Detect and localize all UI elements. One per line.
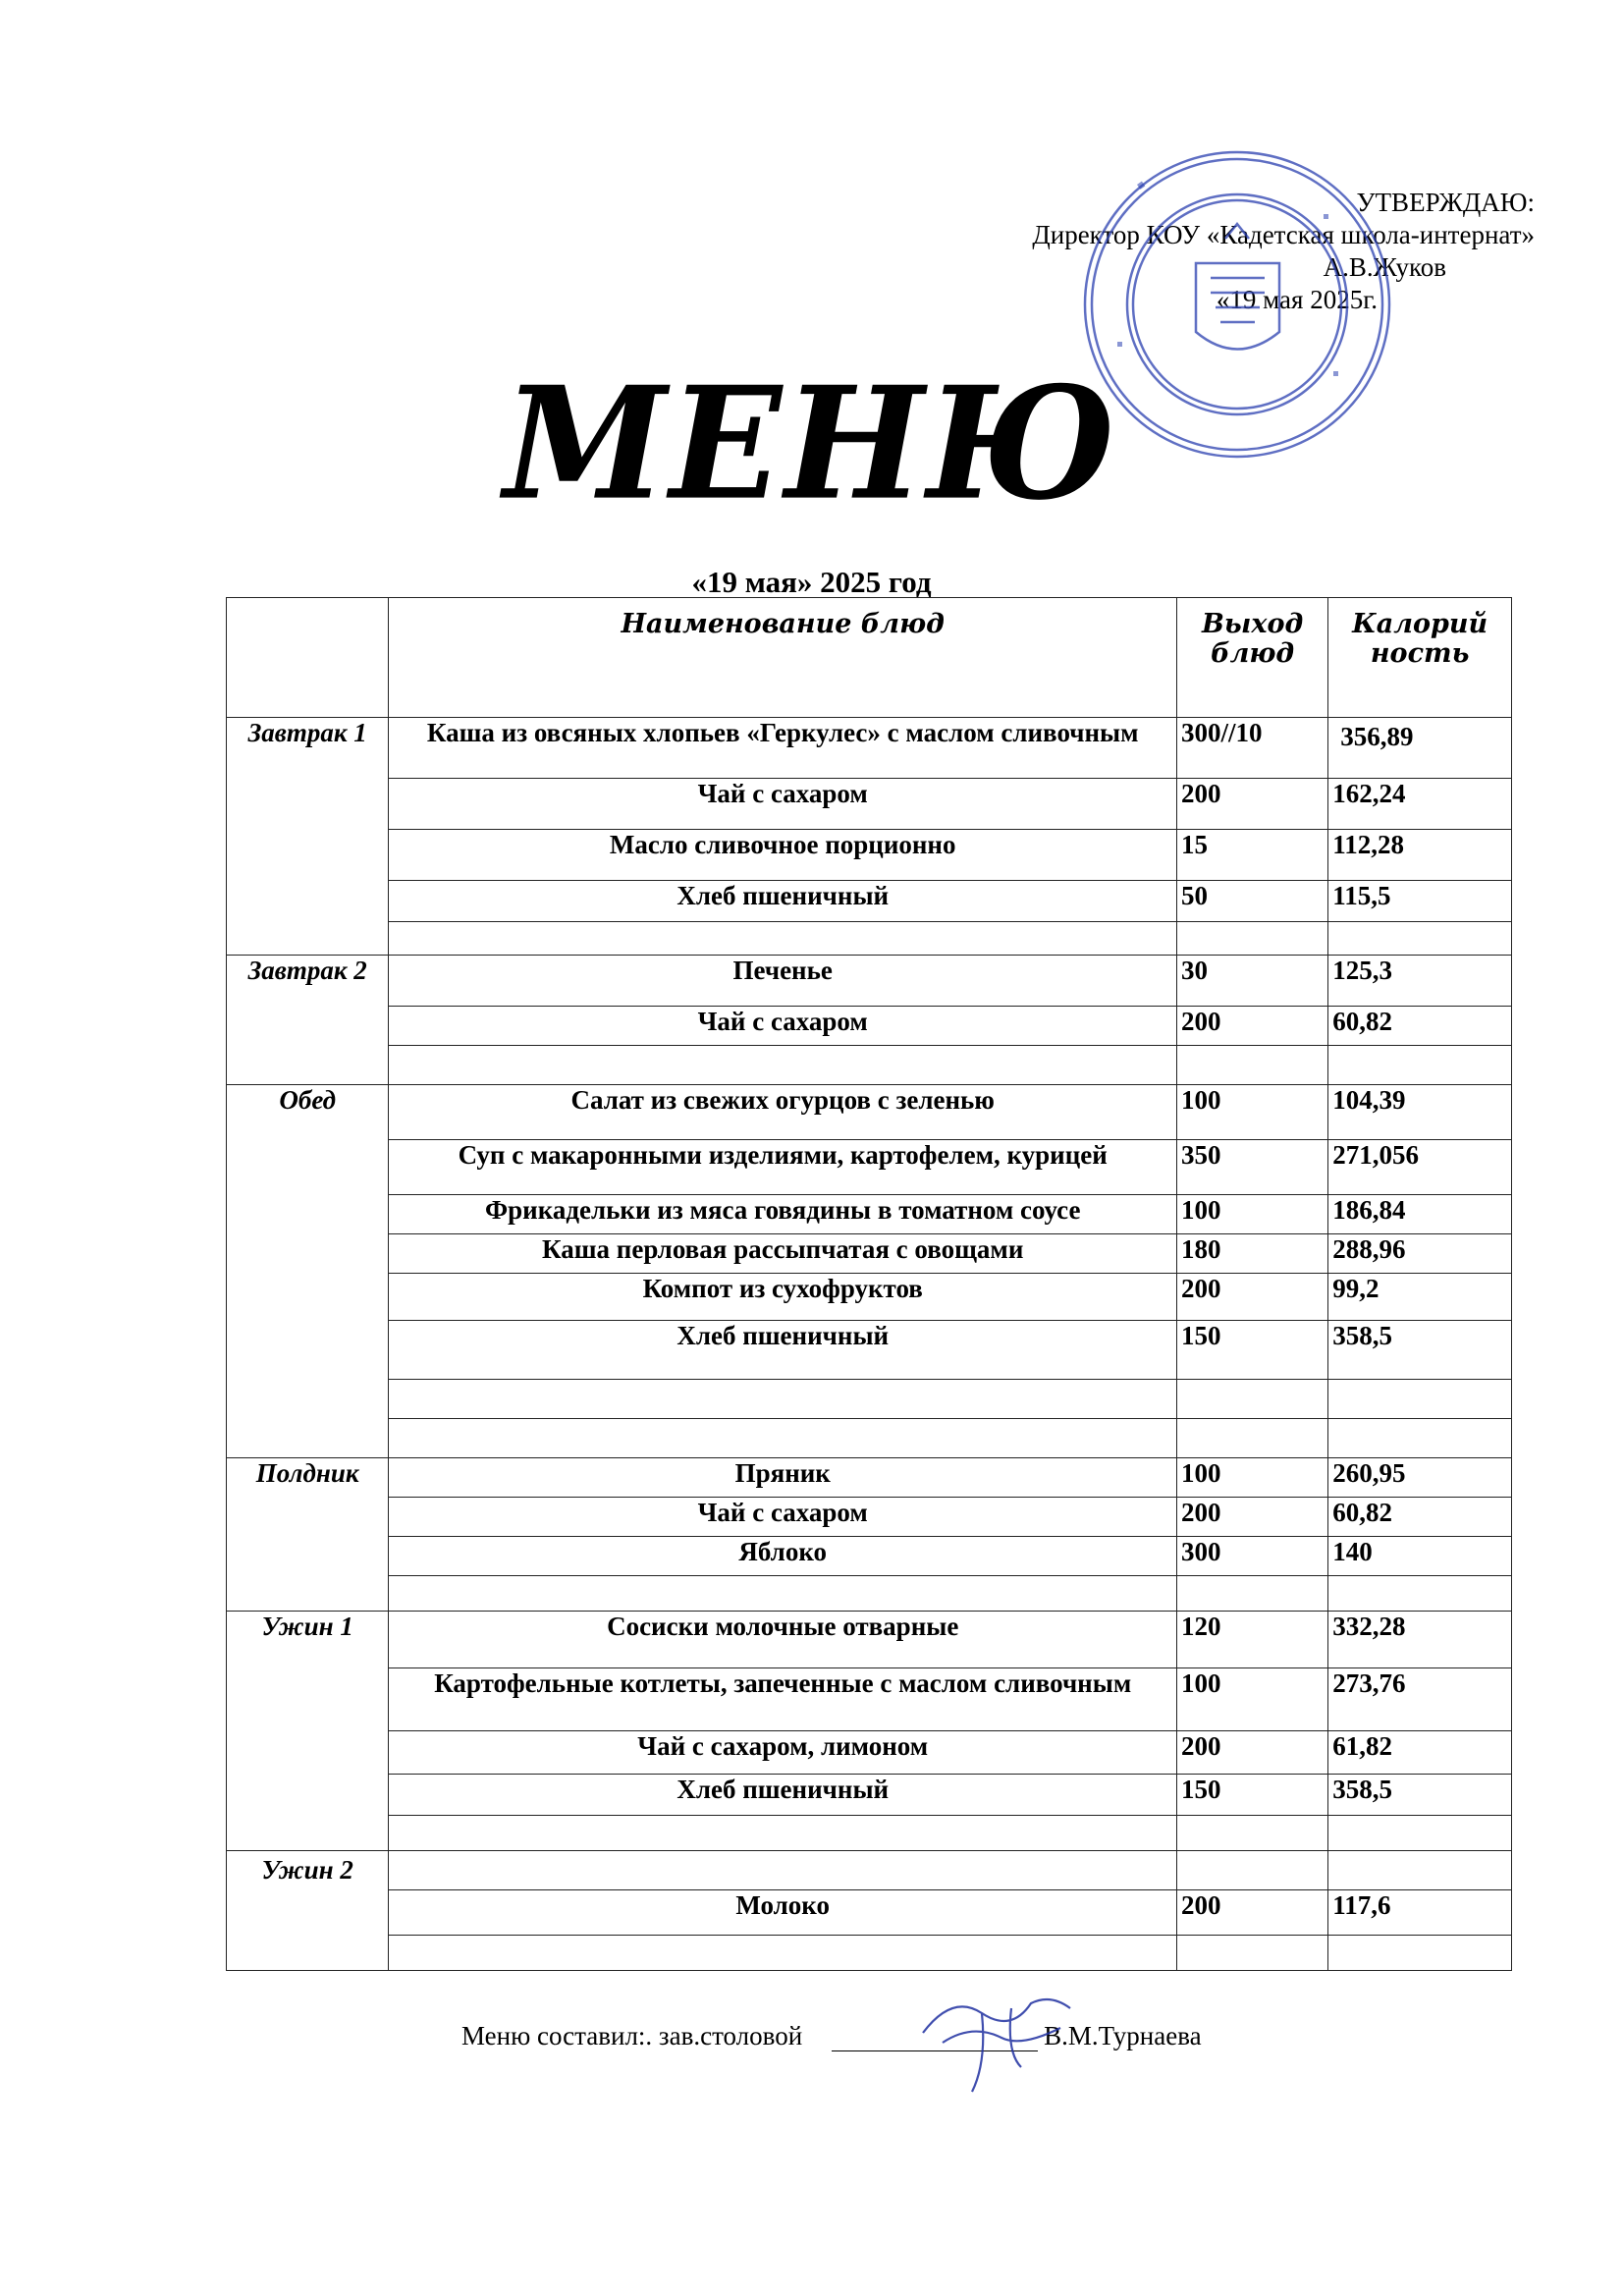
table-row — [227, 1458, 1512, 1498]
dish-output — [1177, 1576, 1328, 1612]
table-row — [227, 1046, 1512, 1085]
dish-calories: 271,056 — [1328, 1140, 1512, 1195]
table-row — [227, 1234, 1512, 1274]
meal-name: Ужин 2 — [227, 1851, 389, 1971]
table-row — [227, 830, 1512, 881]
dish-output — [1177, 1419, 1328, 1458]
dish-output — [1177, 1046, 1328, 1085]
table-row — [227, 779, 1512, 830]
table-row — [227, 1380, 1512, 1419]
dish-name: Чай с сахаром — [389, 1007, 1177, 1046]
dish-output: 200 — [1177, 1498, 1328, 1537]
dish-name: Молоко — [389, 1890, 1177, 1936]
page-title: МЕНЮ — [503, 353, 1120, 535]
dish-calories: 358,5 — [1328, 1775, 1512, 1816]
dish-name: Каша из овсяных хлопьев «Геркулес» с маслом сливочным — [389, 718, 1177, 779]
table-row — [227, 1195, 1512, 1234]
dish-output — [1177, 1380, 1328, 1419]
dish-name — [389, 1851, 1177, 1890]
header-dish: Наименование блюд — [389, 598, 1177, 718]
dish-name — [389, 1419, 1177, 1458]
dish-output: 200 — [1177, 1274, 1328, 1321]
table-row — [227, 1537, 1512, 1576]
dish-calories: 125,3 — [1328, 956, 1512, 1007]
dish-output: 200 — [1177, 1731, 1328, 1775]
dish-output: 120 — [1177, 1612, 1328, 1668]
dish-name — [389, 1046, 1177, 1085]
dish-output: 30 — [1177, 956, 1328, 1007]
approval-name: А.В.Жуков — [1323, 252, 1446, 282]
dish-calories: 61,82 — [1328, 1731, 1512, 1775]
dish-output: 150 — [1177, 1321, 1328, 1380]
meal-name: Ужин 1 — [227, 1612, 389, 1851]
dish-name: Хлеб пшеничный — [389, 1775, 1177, 1816]
menu-date: «19 мая» 2025 год — [691, 565, 932, 599]
dish-name — [389, 1576, 1177, 1612]
dish-calories: 358,5 — [1328, 1321, 1512, 1380]
approval-heading: УТВЕРЖДАЮ: — [1356, 188, 1535, 217]
dish-output: 200 — [1177, 1890, 1328, 1936]
table-header-row — [227, 598, 1512, 718]
table-row — [227, 1936, 1512, 1971]
dish-calories: 288,96 — [1328, 1234, 1512, 1274]
dish-name: Масло сливочное порционно — [389, 830, 1177, 881]
dish-output: 100 — [1177, 1668, 1328, 1731]
table-row — [227, 1321, 1512, 1380]
table-row — [227, 1731, 1512, 1775]
dish-calories: 260,95 — [1328, 1458, 1512, 1498]
dish-output: 100 — [1177, 1195, 1328, 1234]
table-row — [227, 1668, 1512, 1731]
dish-name: Салат из свежих огурцов с зеленью — [389, 1085, 1177, 1140]
table-row — [227, 718, 1512, 779]
dish-output: 350 — [1177, 1140, 1328, 1195]
table-row — [227, 1274, 1512, 1321]
menu-table — [226, 597, 1512, 1971]
dish-calories: 162,24 — [1328, 779, 1512, 830]
dish-output — [1177, 922, 1328, 956]
dish-name: Картофельные котлеты, запеченные с маслом сливочным — [389, 1668, 1177, 1731]
dish-output: 200 — [1177, 1007, 1328, 1046]
meal-name: Обед — [227, 1085, 389, 1458]
dish-calories: 112,28 — [1328, 830, 1512, 881]
table-row — [227, 956, 1512, 1007]
dish-calories: 60,82 — [1328, 1498, 1512, 1537]
table-row — [227, 1890, 1512, 1936]
table-row — [227, 1775, 1512, 1816]
header-output: Выход блюд — [1177, 598, 1328, 718]
dish-output: 200 — [1177, 779, 1328, 830]
table-row — [227, 1140, 1512, 1195]
dish-output: 150 — [1177, 1775, 1328, 1816]
dish-output: 15 — [1177, 830, 1328, 881]
dish-calories: 273,76 — [1328, 1668, 1512, 1731]
dish-calories — [1328, 1380, 1512, 1419]
dish-calories: 117,6 — [1328, 1890, 1512, 1936]
dish-output: 300//10 — [1177, 718, 1328, 779]
dish-name: Фрикадельки из мяса говядины в томатном соусе — [389, 1195, 1177, 1234]
table-row — [227, 1419, 1512, 1458]
dish-calories: 99,2 — [1328, 1274, 1512, 1321]
table-row — [227, 1851, 1512, 1890]
dish-name: Хлеб пшеничный — [389, 1321, 1177, 1380]
dish-name — [389, 1380, 1177, 1419]
approval-date: «19 мая 2025г. — [1216, 285, 1378, 314]
meal-name: Завтрак 1 — [227, 718, 389, 956]
dish-calories — [1328, 922, 1512, 956]
dish-calories — [1328, 1046, 1512, 1085]
table-row — [227, 881, 1512, 922]
dish-name: Хлеб пшеничный — [389, 881, 1177, 922]
dish-name: Суп с макаронными изделиями, картофелем, курицей — [389, 1140, 1177, 1195]
table-row — [227, 1816, 1512, 1851]
dish-output — [1177, 1851, 1328, 1890]
footer-prefix: Меню составил:. зав.столовой — [461, 2021, 803, 2050]
dish-calories: 115,5 — [1328, 881, 1512, 922]
dish-calories: 186,84 — [1328, 1195, 1512, 1234]
dish-calories: 332,28 — [1328, 1612, 1512, 1668]
dish-calories: 60,82 — [1328, 1007, 1512, 1046]
table-row — [227, 1498, 1512, 1537]
dish-calories — [1328, 1419, 1512, 1458]
dish-name: Компот из сухофруктов — [389, 1274, 1177, 1321]
dish-name: Пряник — [389, 1458, 1177, 1498]
header-meal-cell — [227, 598, 389, 718]
dish-name: Каша перловая рассыпчатая с овощами — [389, 1234, 1177, 1274]
dish-output: 180 — [1177, 1234, 1328, 1274]
dish-calories: 140 — [1328, 1537, 1512, 1576]
table-row — [227, 1576, 1512, 1612]
table-row — [227, 1007, 1512, 1046]
meal-name: Завтрак 2 — [227, 956, 389, 1085]
dish-name — [389, 922, 1177, 956]
dish-calories: 104,39 — [1328, 1085, 1512, 1140]
dish-calories: 356,89 — [1328, 718, 1512, 779]
table-row — [227, 1085, 1512, 1140]
meal-name: Полдник — [227, 1458, 389, 1612]
dish-name: Чай с сахаром — [389, 1498, 1177, 1537]
footer — [461, 2021, 1202, 2051]
approval-director: Директор КОУ «Кадетская школа-интернат» — [1032, 220, 1535, 249]
dish-output — [1177, 1936, 1328, 1971]
handwritten-signature — [913, 1974, 1090, 2102]
dish-calories — [1328, 1576, 1512, 1612]
dish-output: 300 — [1177, 1537, 1328, 1576]
dish-output: 100 — [1177, 1458, 1328, 1498]
dish-name: Печенье — [389, 956, 1177, 1007]
dish-name — [389, 1936, 1177, 1971]
dish-output — [1177, 1816, 1328, 1851]
footer-signer: В.М.Турнаева — [1044, 2021, 1202, 2050]
dish-calories — [1328, 1816, 1512, 1851]
dish-calories — [1328, 1851, 1512, 1890]
dish-name: Чай с сахаром — [389, 779, 1177, 830]
header-calories: Калорий ность — [1328, 598, 1512, 718]
dish-output: 100 — [1177, 1085, 1328, 1140]
dish-name: Чай с сахаром, лимоном — [389, 1731, 1177, 1775]
dish-output: 50 — [1177, 881, 1328, 922]
table-row — [227, 922, 1512, 956]
dish-name: Яблоко — [389, 1537, 1177, 1576]
dish-name: Сосиски молочные отварные — [389, 1612, 1177, 1668]
table-row — [227, 1612, 1512, 1668]
dish-name — [389, 1816, 1177, 1851]
dish-calories — [1328, 1936, 1512, 1971]
